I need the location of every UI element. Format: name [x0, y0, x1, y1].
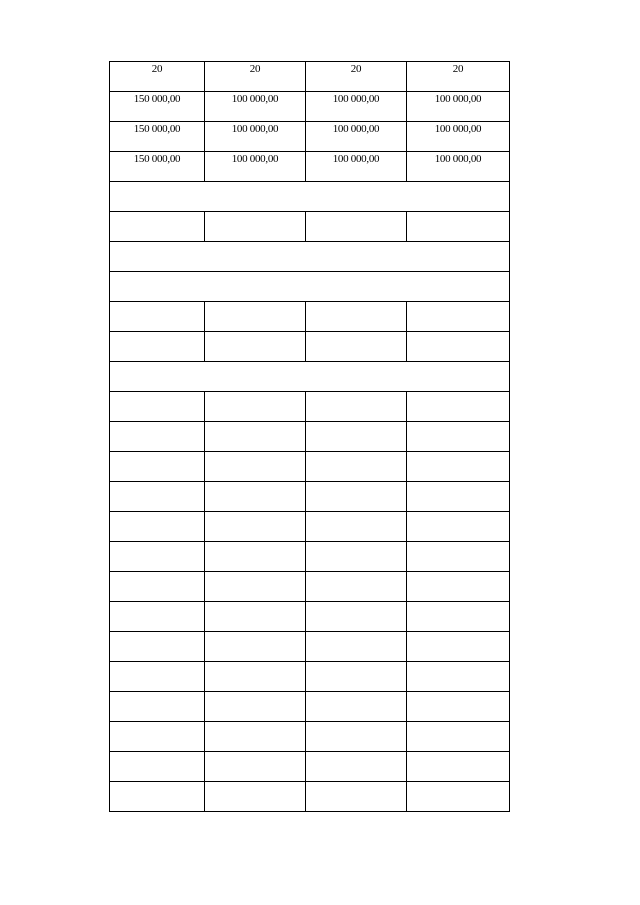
table-cell	[205, 422, 306, 452]
table-cell	[306, 722, 407, 752]
table-cell	[306, 302, 407, 332]
table-cell	[407, 632, 510, 662]
table-cell	[306, 542, 407, 572]
cell-text	[306, 332, 406, 333]
cell-text	[110, 542, 204, 543]
table-cell	[205, 62, 306, 92]
table-cell	[110, 602, 205, 632]
cell-text	[205, 602, 305, 603]
cell-text	[205, 752, 305, 753]
cell-text	[306, 212, 406, 213]
table-cell	[407, 422, 510, 452]
table-cell	[110, 752, 205, 782]
table-cell	[110, 572, 205, 602]
table-cell	[407, 122, 510, 152]
table-cell	[110, 722, 205, 752]
cell-text	[306, 452, 406, 453]
table-cell	[205, 782, 306, 812]
table-row	[110, 542, 510, 572]
cell-text	[110, 212, 204, 213]
cell-text	[110, 692, 204, 693]
cell-text	[407, 722, 509, 723]
table-row	[110, 152, 510, 182]
table-row	[110, 392, 510, 422]
table-cell	[407, 722, 510, 752]
table-merged-cell	[110, 362, 510, 392]
table-cell	[306, 92, 407, 122]
table-cell	[205, 512, 306, 542]
table-cell	[407, 752, 510, 782]
cell-text	[110, 782, 204, 783]
table-cell	[306, 422, 407, 452]
table-row	[110, 512, 510, 542]
cell-text: 100 000,00	[332, 93, 380, 105]
cell-text	[205, 212, 305, 213]
table-row	[110, 782, 510, 812]
cell-text	[407, 452, 509, 453]
table-cell	[306, 572, 407, 602]
cell-text	[306, 602, 406, 603]
cell-text: 20	[452, 63, 464, 75]
cell-text	[407, 392, 509, 393]
table-row	[110, 182, 510, 212]
table-cell	[110, 302, 205, 332]
table-cell	[306, 632, 407, 662]
table-cell	[306, 662, 407, 692]
table-cell	[407, 212, 510, 242]
table-row	[110, 122, 510, 152]
cell-text	[110, 302, 204, 303]
cell-text	[110, 482, 204, 483]
cell-text	[306, 722, 406, 723]
cell-text	[110, 662, 204, 663]
table-cell	[110, 632, 205, 662]
cell-text	[205, 332, 305, 333]
table-row	[110, 632, 510, 662]
cell-text	[306, 302, 406, 303]
cell-text	[407, 692, 509, 693]
cell-text	[110, 272, 509, 273]
cell-text: 100 000,00	[434, 123, 482, 135]
cell-text	[306, 422, 406, 423]
table-row	[110, 572, 510, 602]
table-cell	[205, 122, 306, 152]
cell-text	[407, 302, 509, 303]
table-cell	[306, 512, 407, 542]
table-cell	[306, 752, 407, 782]
table-cell	[110, 122, 205, 152]
table-row	[110, 602, 510, 632]
cell-text	[205, 662, 305, 663]
table-row	[110, 212, 510, 242]
table-cell	[205, 752, 306, 782]
table-cell	[306, 332, 407, 362]
table-cell	[205, 392, 306, 422]
table-cell	[205, 692, 306, 722]
table-cell	[110, 452, 205, 482]
table-cell	[407, 92, 510, 122]
table-cell	[205, 722, 306, 752]
table-cell	[306, 392, 407, 422]
cell-text	[110, 512, 204, 513]
table-row	[110, 362, 510, 392]
cell-text	[110, 362, 509, 363]
table-cell	[110, 332, 205, 362]
table-cell	[407, 392, 510, 422]
cell-text	[306, 512, 406, 513]
table-row	[110, 452, 510, 482]
table-cell	[110, 542, 205, 572]
table-cell	[205, 662, 306, 692]
cell-text: 100 000,00	[231, 153, 279, 165]
cell-text	[205, 572, 305, 573]
cell-text	[306, 662, 406, 663]
cell-text	[110, 632, 204, 633]
cell-text	[407, 332, 509, 333]
table-cell	[306, 782, 407, 812]
cell-text: 100 000,00	[434, 93, 482, 105]
table-row	[110, 482, 510, 512]
table-row	[110, 662, 510, 692]
cell-text: 20	[350, 63, 362, 75]
table-cell	[205, 92, 306, 122]
table-cell	[407, 512, 510, 542]
table-cell	[110, 212, 205, 242]
table-merged-cell	[110, 242, 510, 272]
table-cell	[205, 542, 306, 572]
table-cell	[110, 662, 205, 692]
table-row	[110, 722, 510, 752]
table-row	[110, 752, 510, 782]
cell-text: 100 000,00	[434, 153, 482, 165]
table-cell	[407, 692, 510, 722]
cell-text	[306, 782, 406, 783]
table-cell	[205, 152, 306, 182]
cell-text	[306, 482, 406, 483]
cell-text	[205, 542, 305, 543]
table-cell	[110, 422, 205, 452]
table-cell	[407, 572, 510, 602]
cell-text: 100 000,00	[332, 123, 380, 135]
table-cell	[306, 602, 407, 632]
table-cell	[110, 152, 205, 182]
table-cell	[407, 452, 510, 482]
table-cell	[110, 482, 205, 512]
table-cell	[407, 62, 510, 92]
cell-text	[407, 782, 509, 783]
table-row	[110, 422, 510, 452]
cell-text	[407, 212, 509, 213]
table-cell	[407, 782, 510, 812]
cell-text	[205, 632, 305, 633]
cell-text	[407, 602, 509, 603]
cell-text: 150 000,00	[133, 153, 181, 165]
table-cell	[407, 332, 510, 362]
table-cell	[110, 512, 205, 542]
table-merged-cell	[110, 182, 510, 212]
cell-text	[205, 692, 305, 693]
table-cell	[306, 122, 407, 152]
table-cell	[306, 62, 407, 92]
table-row	[110, 692, 510, 722]
table-cell	[407, 152, 510, 182]
table-cell	[110, 692, 205, 722]
cell-text	[407, 512, 509, 513]
table-cell	[110, 62, 205, 92]
table-cell	[205, 482, 306, 512]
cell-text	[205, 392, 305, 393]
table-cell	[205, 212, 306, 242]
cell-text	[306, 572, 406, 573]
table-cell	[306, 452, 407, 482]
cell-text	[407, 542, 509, 543]
cell-text	[306, 392, 406, 393]
table-cell	[205, 302, 306, 332]
table-cell	[205, 602, 306, 632]
cell-text	[306, 542, 406, 543]
cell-text	[110, 752, 204, 753]
cell-text: 20	[151, 63, 163, 75]
cell-text: 150 000,00	[133, 93, 181, 105]
table-cell	[110, 392, 205, 422]
cell-text	[205, 722, 305, 723]
cell-text	[110, 572, 204, 573]
cell-text	[205, 422, 305, 423]
cell-text: 100 000,00	[332, 153, 380, 165]
cell-text	[407, 752, 509, 753]
table-body	[110, 62, 510, 812]
cell-text	[110, 452, 204, 453]
table-row	[110, 302, 510, 332]
table-merged-cell	[110, 272, 510, 302]
table-cell	[407, 662, 510, 692]
cell-text	[205, 482, 305, 483]
table-cell	[306, 692, 407, 722]
table-cell	[306, 152, 407, 182]
table-cell	[407, 482, 510, 512]
cell-text	[306, 752, 406, 753]
cell-text	[306, 692, 406, 693]
cell-text	[407, 572, 509, 573]
cell-text: 100 000,00	[231, 123, 279, 135]
cell-text	[110, 332, 204, 333]
cell-text	[306, 632, 406, 633]
cell-text	[110, 722, 204, 723]
table-cell	[407, 542, 510, 572]
table-row	[110, 62, 510, 92]
cell-text	[407, 662, 509, 663]
table-cell	[306, 482, 407, 512]
cell-text	[205, 302, 305, 303]
cell-text	[110, 392, 204, 393]
table-row	[110, 242, 510, 272]
table-cell	[205, 632, 306, 662]
cell-text	[110, 602, 204, 603]
table-row	[110, 332, 510, 362]
cell-text	[110, 242, 509, 243]
table-cell	[205, 332, 306, 362]
table-row	[110, 272, 510, 302]
table-row	[110, 92, 510, 122]
cell-text	[205, 452, 305, 453]
table-cell	[205, 452, 306, 482]
cell-text	[407, 422, 509, 423]
cell-text	[205, 512, 305, 513]
table-cell	[407, 602, 510, 632]
cell-text: 100 000,00	[231, 93, 279, 105]
cell-text: 20	[249, 63, 261, 75]
cell-text	[205, 782, 305, 783]
cell-text: 150 000,00	[133, 123, 181, 135]
cell-text	[110, 182, 509, 183]
table-cell	[205, 572, 306, 602]
cell-text	[407, 632, 509, 633]
table-cell	[306, 212, 407, 242]
data-table	[109, 61, 510, 812]
table-cell	[110, 92, 205, 122]
cell-text	[407, 482, 509, 483]
table-cell	[407, 302, 510, 332]
table-cell	[110, 782, 205, 812]
cell-text	[110, 422, 204, 423]
